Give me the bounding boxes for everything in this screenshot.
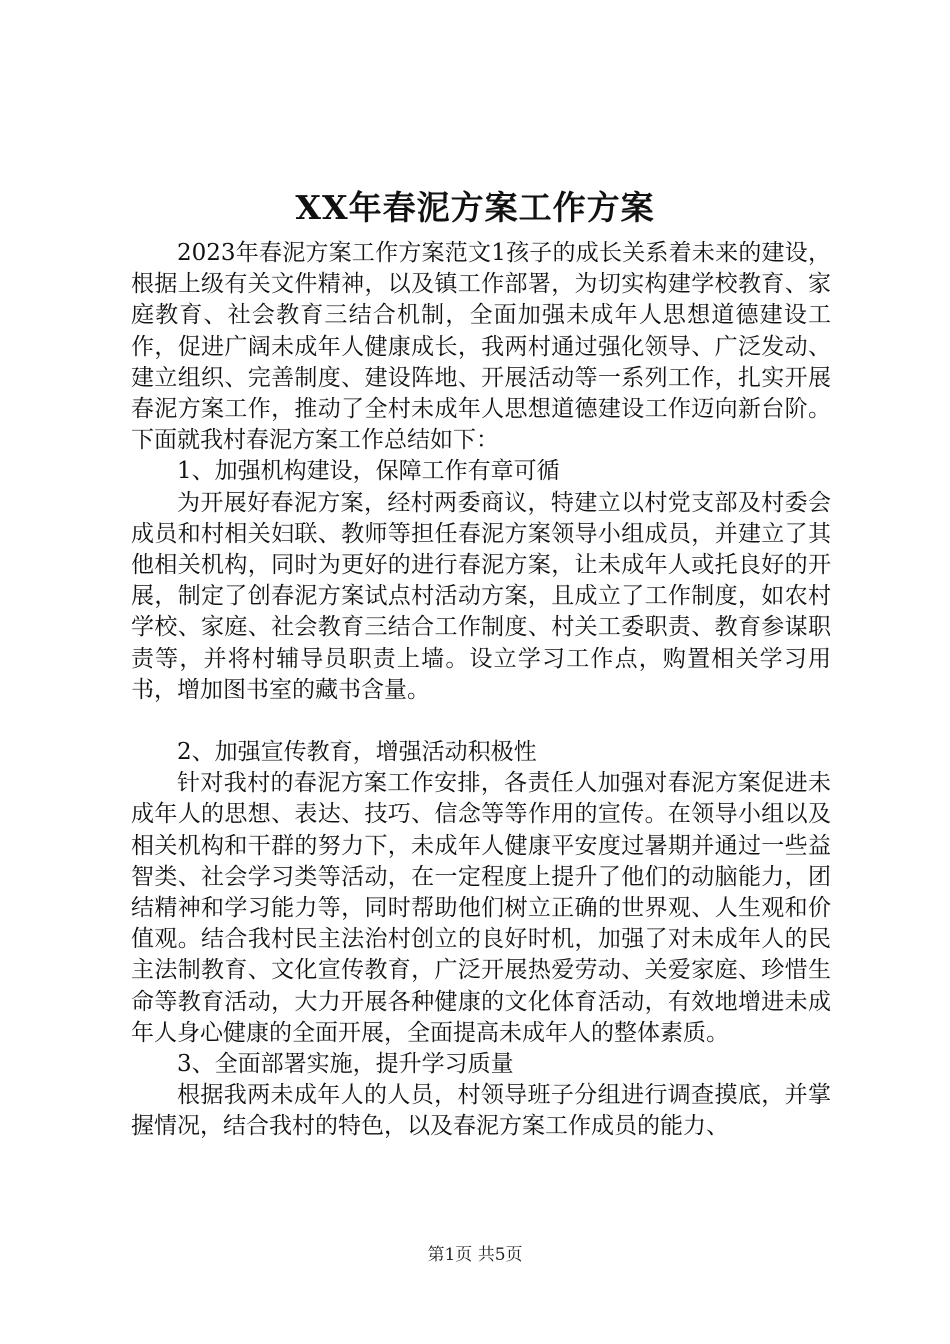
paragraph-gap (131, 706, 831, 737)
section-paragraph-1: 为开展好春泥方案，经村两委商议，特建立以村党支部及村委会成员和村相关妇联、教师等担任春泥方案领导小组成员，并建立了其他相关机构，同时为更好的进行春泥方案，让未成年人或托良好的开展，制定了创春泥方案试点村活动方案，且成立了工作制度，如农村学校、家庭、社会教育三结合工作制度、村关工委职责、教育参谋职责等，并将村辅导员职责上墙。设立学习工作点，购置相关学习用书，增加图书室的藏书含量。 (131, 489, 831, 703)
intro-paragraph: 2023年春泥方案工作方案范文1孩子的成长关系着未来的建设，根据上级有关文件精神，以及镇工作部署，为切实构建学校教育、家庭教育、社会教育三结合机制，全面加强未成年人思想道德建设工作，促进广阔未成年人健康成长，我两村通过强化领导、广泛发动、建立组织、完善制度、建设阵地、开展活动等一系列工作，扎实开展春泥方案工作，推动了全村未成年人思想道德建设工作迈向新台阶。下面就我村春泥方案工作总结如下： (131, 240, 831, 454)
section-paragraph-3: 根据我两未成年人的人员，村领导班子分组进行调查摸底，并掌握情况，结合我村的特色，以及春泥方案工作成员的能力、 (131, 1082, 831, 1140)
document-body (131, 238, 831, 1143)
page-number-footer: 第1页 共5页 (427, 1245, 523, 1265)
section-heading-3: 3、全面部署实施，提升学习质量 (177, 1051, 514, 1078)
section-heading-1: 1、加强机构建设，保障工作有章可循 (177, 458, 560, 485)
section-paragraph-2: 针对我村的春泥方案工作安排，各责任人加强对春泥方案促进未成年人的思想、表达、技巧、信念等等作用的宣传。在领导小组以及相关机构和干群的努力下，未成年人健康平安度过暑期并通过一些益智类、社会学习类等活动，在一定程度上提升了他们的动脑能力，团结精神和学习能力等，同时帮助他们树立正确的世界观、人生观和价值观。结合我村民主法治村创立的良好时机，加强了对未成年人的民主法制教育、文化宣传教育，广泛开展热爱劳动、关爱家庭、珍惜生命等教育活动，大力开展各种健康的文化体育活动，有效地增进未成年人身心健康的全面开展，全面提高未成年人的整体素质。 (131, 770, 831, 1046)
section-heading-2: 2、加强宣传教育，增强活动积极性 (177, 739, 537, 766)
document-title: XX年春泥方案工作方案 (295, 188, 655, 227)
